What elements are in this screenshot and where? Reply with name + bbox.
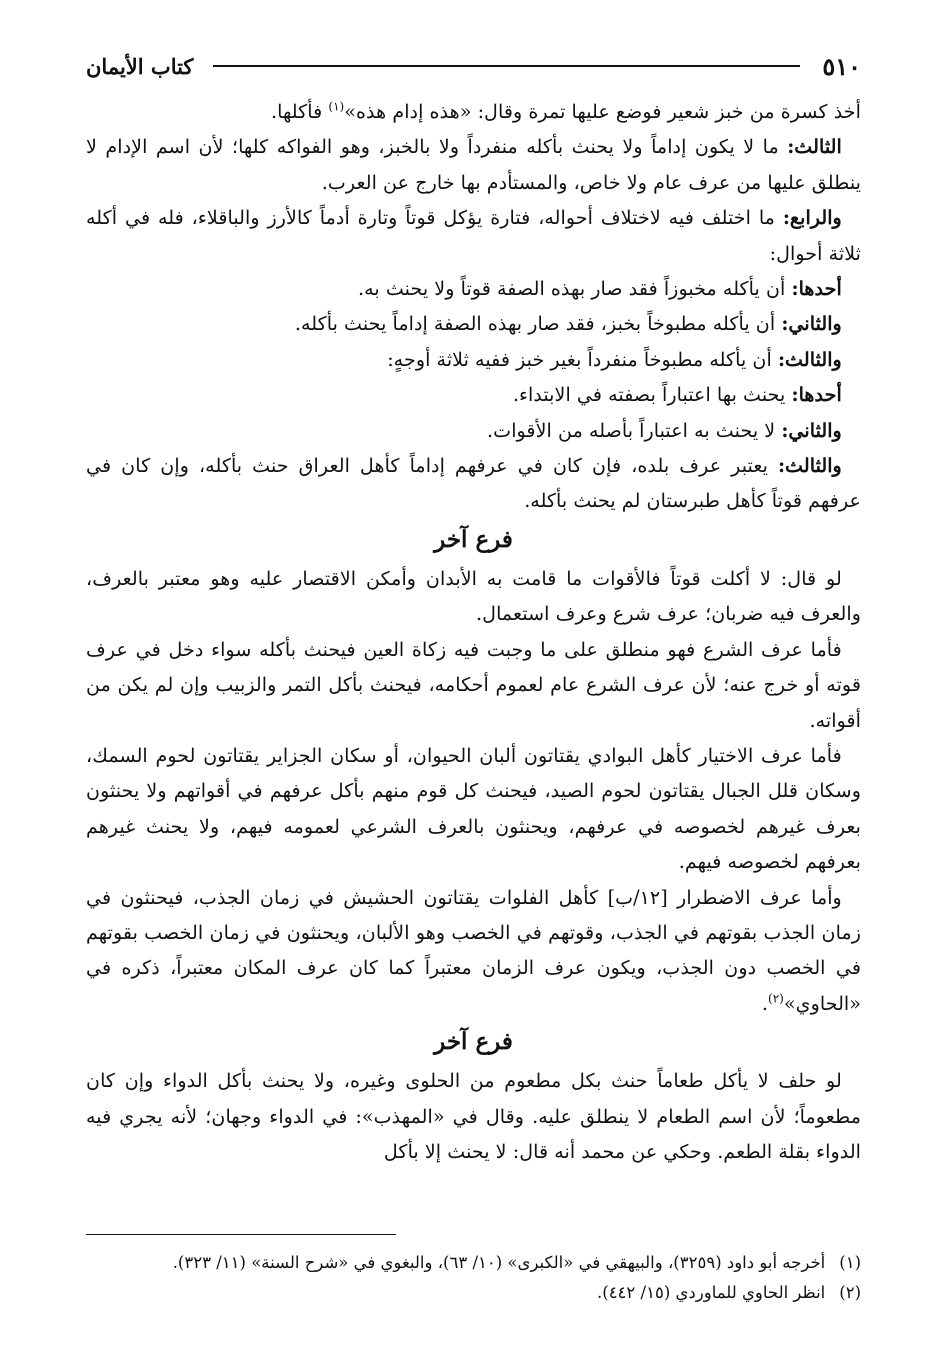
section-heading-1: فرع آخر — [434, 525, 513, 553]
paragraph-7-text: يحنث بها اعتباراً بصفته في الابتداء. — [512, 383, 792, 407]
paragraph-10 — [86, 561, 861, 632]
paragraph-7 — [86, 377, 861, 412]
paragraph-6 — [86, 342, 861, 377]
paragraph-14 — [86, 1063, 861, 1169]
term-third-state: والثالث: — [777, 347, 842, 371]
footnote-ref-1: (١) — [328, 99, 345, 114]
paragraph-11 — [86, 632, 861, 738]
paragraph-2 — [86, 129, 861, 200]
term-second-state: والثاني: — [781, 312, 842, 336]
paragraph-6-text: أن يأكله مطبوخاً منفرداً بغير خبز ففيه ثلاثة أوجهٍ: — [387, 347, 778, 371]
page-header — [86, 46, 861, 86]
footnote-ref-2: (٢) — [768, 991, 784, 1006]
footnote-2-text: انظر الحاوي للماوردي (١٥/ ٤٤٢). — [597, 1283, 826, 1302]
term-third-view: والثالث: — [777, 454, 842, 478]
paragraph-5 — [86, 306, 861, 341]
book-title: كتاب الأيمان — [86, 53, 194, 79]
footnote-2-number: (٢) — [839, 1283, 861, 1302]
footnote-1 — [86, 1248, 861, 1278]
paragraph-12 — [86, 738, 861, 880]
paragraph-11-text: فأما عرف الشرع فهو منطلق على ما وجبت فيه زكاة العين فيحنث بأكله سواء دخل في عرف قوته أو خرج عنه؛ لأن عرف الشرع عام لعموم أحكامه، فيحنث بأكل التمر والزبيب وإن لم يكن من أقواته. — [86, 637, 861, 732]
paragraph-8-text: لا يحنث به اعتباراً بأصله من الأقوات. — [487, 418, 782, 442]
paragraph-3 — [86, 200, 861, 271]
paragraph-1 — [86, 94, 861, 129]
paragraph-9 — [86, 448, 861, 519]
paragraph-12-text: فأما عرف الاختيار كأهل البوادي يقتاتون ألبان الحيوان، أو سكان الجزاير يقتاتون لحوم السمك، وسكان قلل الجبال يقتاتون لحوم الصيد، فيحنث كل قوم منهم بأكل عرفهم في أقواتهم ولا يحنثون بعرف غيرهم لخصوصه في عرفهم، ويحنثون بالعرف الشرعي لعمومه فيهم، ولا يحنث غيرهم بعرفهم لخصوصه فيهم. — [86, 743, 861, 874]
footnote-1-text: أخرجه أبو داود (٣٢٥٩)، والبيهقي في «الكبرى» (١٠/ ٦٣)، والبغوي في «شرح السنة» (١١/ ٣٢٣). — [172, 1253, 826, 1272]
paragraph-5-text: أن يأكله مطبوخاً بخبز، فقد صار بهذه الصفة إداماً يحنث بأكله. — [294, 312, 782, 336]
header-rule — [213, 65, 800, 67]
page-body — [86, 94, 861, 1169]
paragraph-3-text: ما اختلف فيه لاختلاف أحواله، فتارة يؤكل قوتاً وتارة أدماً كالأرز والباقلاء، فله في أكله ثلاثة أحوال: — [86, 206, 861, 265]
term-second-view: والثاني: — [781, 418, 842, 442]
paragraph-13-end: . — [761, 991, 768, 1015]
paragraph-4-text: أن يأكله مخبوزاً فقد صار بهذه الصفة قوتاً ولا يحنث به. — [358, 277, 792, 301]
paragraph-1-text: أخذ كسرة من خبز شعير فوضع عليها تمرة وقال: «هذه إدام هذه» — [344, 100, 861, 123]
footnotes — [86, 1248, 861, 1308]
term-third: الثالث: — [787, 135, 842, 159]
footnote-1-number: (١) — [839, 1253, 861, 1272]
paragraph-13 — [86, 880, 861, 1022]
page-number: ٥١٠ — [822, 51, 861, 81]
paragraph-2-text: ما لا يكون إداماً ولا يحنث بأكله منفرداً ولا بالخبز، وهو الفواكه كلها؛ لأن اسم الإدام لا ينطلق عليها من عرف عام ولا خاص، والمستأدم بها خارج عن العرب. — [86, 135, 861, 194]
section-heading-2: فرع آخر — [434, 1028, 513, 1056]
term-fourth: والرابع: — [782, 206, 842, 230]
paragraph-4 — [86, 271, 861, 306]
paragraph-9-text: يعتبر عرف بلده، فإن كان في عرفهم إداماً كأهل العراق حنث بأكله، وإن كان في عرفهم قوتاً كأهل طبرستان لم يحنث بأكله. — [86, 454, 861, 513]
term-first-view: أحدها: — [791, 383, 842, 407]
paragraph-13-text: وأما عرف الاضطرار [١٢/ب] كأهل الفلوات يقتاتون الحشيش في زمان الجذب، فيحنثون في زمان الجذب بقوتهم في الجذب، وقوتهم في الخصب وهو الألبان، ويحنثون في زمان الخصب بقوتهم في الخصب دون الجذب، ويكون عرف الزمان معتبراً كما كان عرف المكان معتبراً، ذكره في «الحاوي» — [86, 885, 861, 1015]
paragraph-14-text: لو حلف لا يأكل طعاماً حنث بكل مطعوم من الحلوى وغيره، ولا يحنث بأكل الدواء وإن كان مطعوماً؛ لأن اسم الطعام لا ينطلق عليه. وقال في «المهذب»: في الدواء وجهان؛ لأنه يجري فيه الدواء بقلة الطعم. وحكي عن محمد أنه قال: لا يحنث إلا بأكل — [86, 1069, 861, 1163]
footnote-2 — [86, 1278, 861, 1308]
paragraph-10-text: لو قال: لا أكلت قوتاً فالأقوات ما قامت به الأبدان وأمكن الاقتصار عليه وهو معتبر بالعرف، والعرف فيه ضربان؛ عرف شرع وعرف استعمال. — [86, 566, 861, 626]
paragraph-8 — [86, 413, 861, 448]
footnote-rule — [86, 1234, 396, 1235]
paragraph-1-end: فأكلها. — [271, 100, 329, 123]
term-first-state: أحدها: — [791, 277, 842, 301]
